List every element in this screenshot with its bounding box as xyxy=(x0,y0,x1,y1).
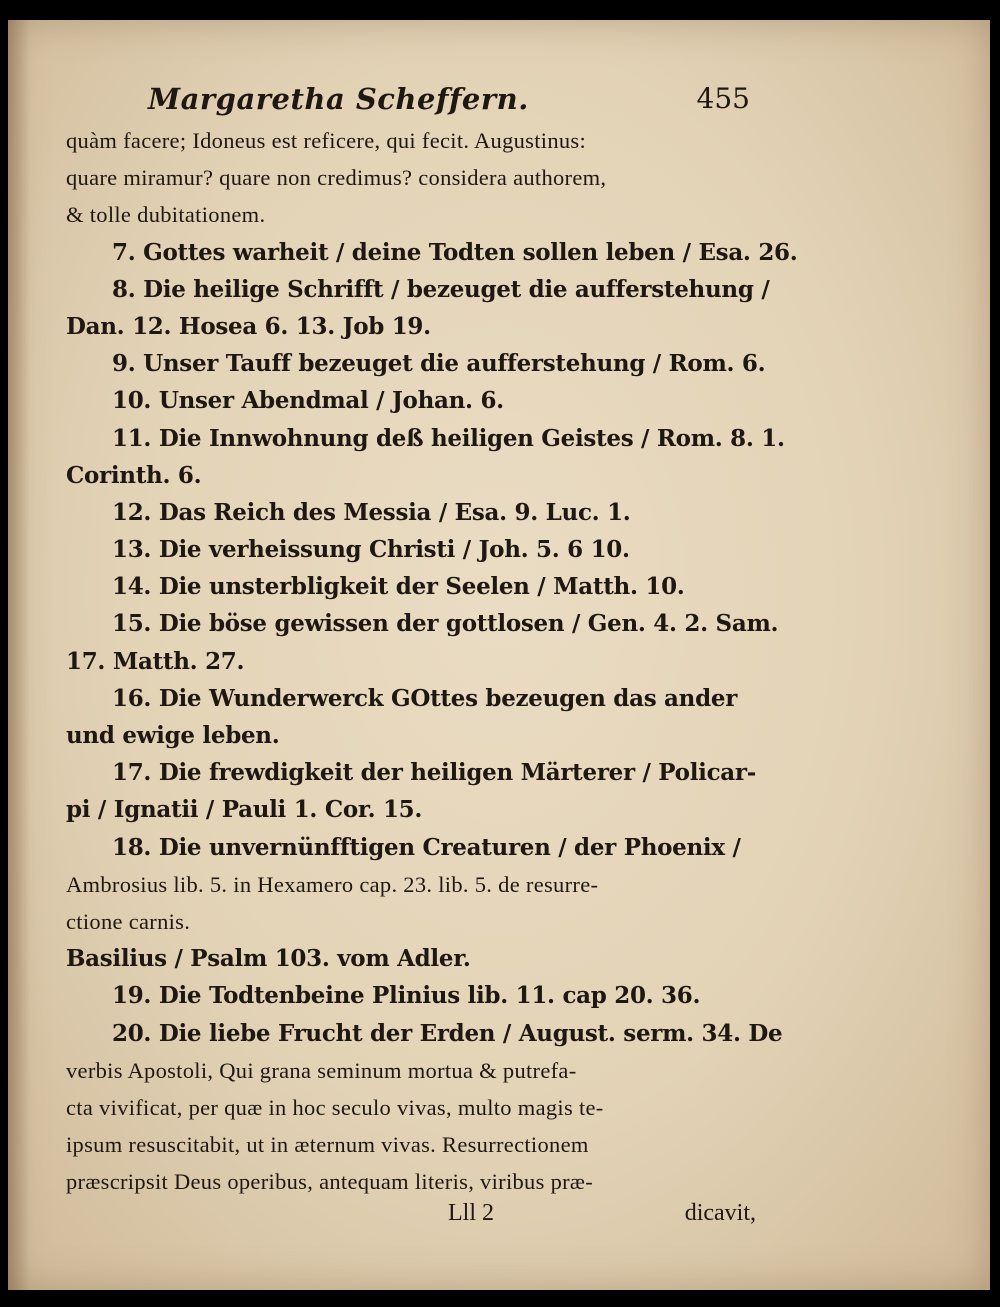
signature-mark: Lll 2 xyxy=(448,1200,494,1227)
text-line: 19. Die Todtenbeine Plinius lib. 11. cap 20. 36. xyxy=(112,982,701,1010)
text-line: 9. Unser Tauff bezeuget die aufferstehung / Rom. 6. xyxy=(112,350,766,378)
book-page xyxy=(8,20,990,1290)
text-line: und ewige leben. xyxy=(66,722,280,749)
text-line: 16. Die Wunderwerck GOttes bezeugen das ander xyxy=(112,684,738,712)
text-line: Ambrosius lib. 5. in Hexamero cap. 23. lib. 5. de resurre- xyxy=(66,871,599,897)
text-line: cta vivificat, per quæ in hoc seculo vivas, multo magis te- xyxy=(66,1094,604,1120)
text-block xyxy=(66,80,798,1238)
text-line: verbis Apostoli, Qui grana seminum mortua & putrefa- xyxy=(66,1057,577,1083)
text-line: 7. Gottes warheit / deine Todten sollen leben / Esa. 26. xyxy=(112,238,798,266)
text-line: ipsum resuscitabit, ut in æternum vivas. Resurrectionem xyxy=(66,1132,589,1158)
page-footer xyxy=(66,1200,756,1238)
text-line: 8. Die heilige Schrifft / bezeuget die aufferstehung / xyxy=(112,275,770,303)
text-line: 11. Die Innwohnung deß heiligen Geistes / Rom. 8. 1. xyxy=(112,424,785,452)
text-line: 17. Matth. 27. xyxy=(66,647,245,675)
page-gutter-shadow xyxy=(8,20,30,1290)
text-line: 17. Die frewdigkeit der heiligen Märterer / Policar- xyxy=(112,759,756,787)
text-line: 15. Die böse gewissen der gottlosen / Gen. 4. 2. Sam. xyxy=(112,610,779,638)
running-head: Margaretha Scheffern. xyxy=(148,82,529,116)
text-line: 12. Das Reich des Messia / Esa. 9. Luc. 1. xyxy=(112,498,631,526)
text-line: Corinth. 6. xyxy=(66,461,202,489)
text-line: Basilius / Psalm 103. vom Adler. xyxy=(66,945,471,973)
text-line: 18. Die unvernünfftigen Creaturen / der Phoenix / xyxy=(112,833,741,861)
text-line: 10. Unser Abendmal / Johan. 6. xyxy=(112,387,504,415)
text-line: quàm facere; Idoneus est reficere, qui fecit. Augustinus: xyxy=(66,128,587,153)
text-line: 20. Die liebe Frucht der Erden / August. serm. 34. De xyxy=(112,1019,783,1047)
text-line: & tolle dubitationem. xyxy=(66,202,266,228)
text-line: pi / Ignatii / Pauli 1. Cor. 15. xyxy=(66,796,423,824)
text-line: 13. Die verheissung Christi / Joh. 5. 6 10. xyxy=(112,536,630,564)
text-line: 14. Die unsterbligkeit der Seelen / Matth. 10. xyxy=(112,573,685,601)
text-line: Dan. 12. Hosea 6. 13. Job 19. xyxy=(66,312,431,340)
page-number: 455 xyxy=(696,82,750,115)
text-line: quare miramur? quare non credimus? considera authorem, xyxy=(66,165,607,191)
page-header xyxy=(66,80,756,122)
text-line: præscripsit Deus operibus, antequam literis, viribus præ- xyxy=(66,1169,594,1195)
text-line: ctione carnis. xyxy=(66,908,191,934)
catchword: dicavit, xyxy=(684,1200,756,1227)
